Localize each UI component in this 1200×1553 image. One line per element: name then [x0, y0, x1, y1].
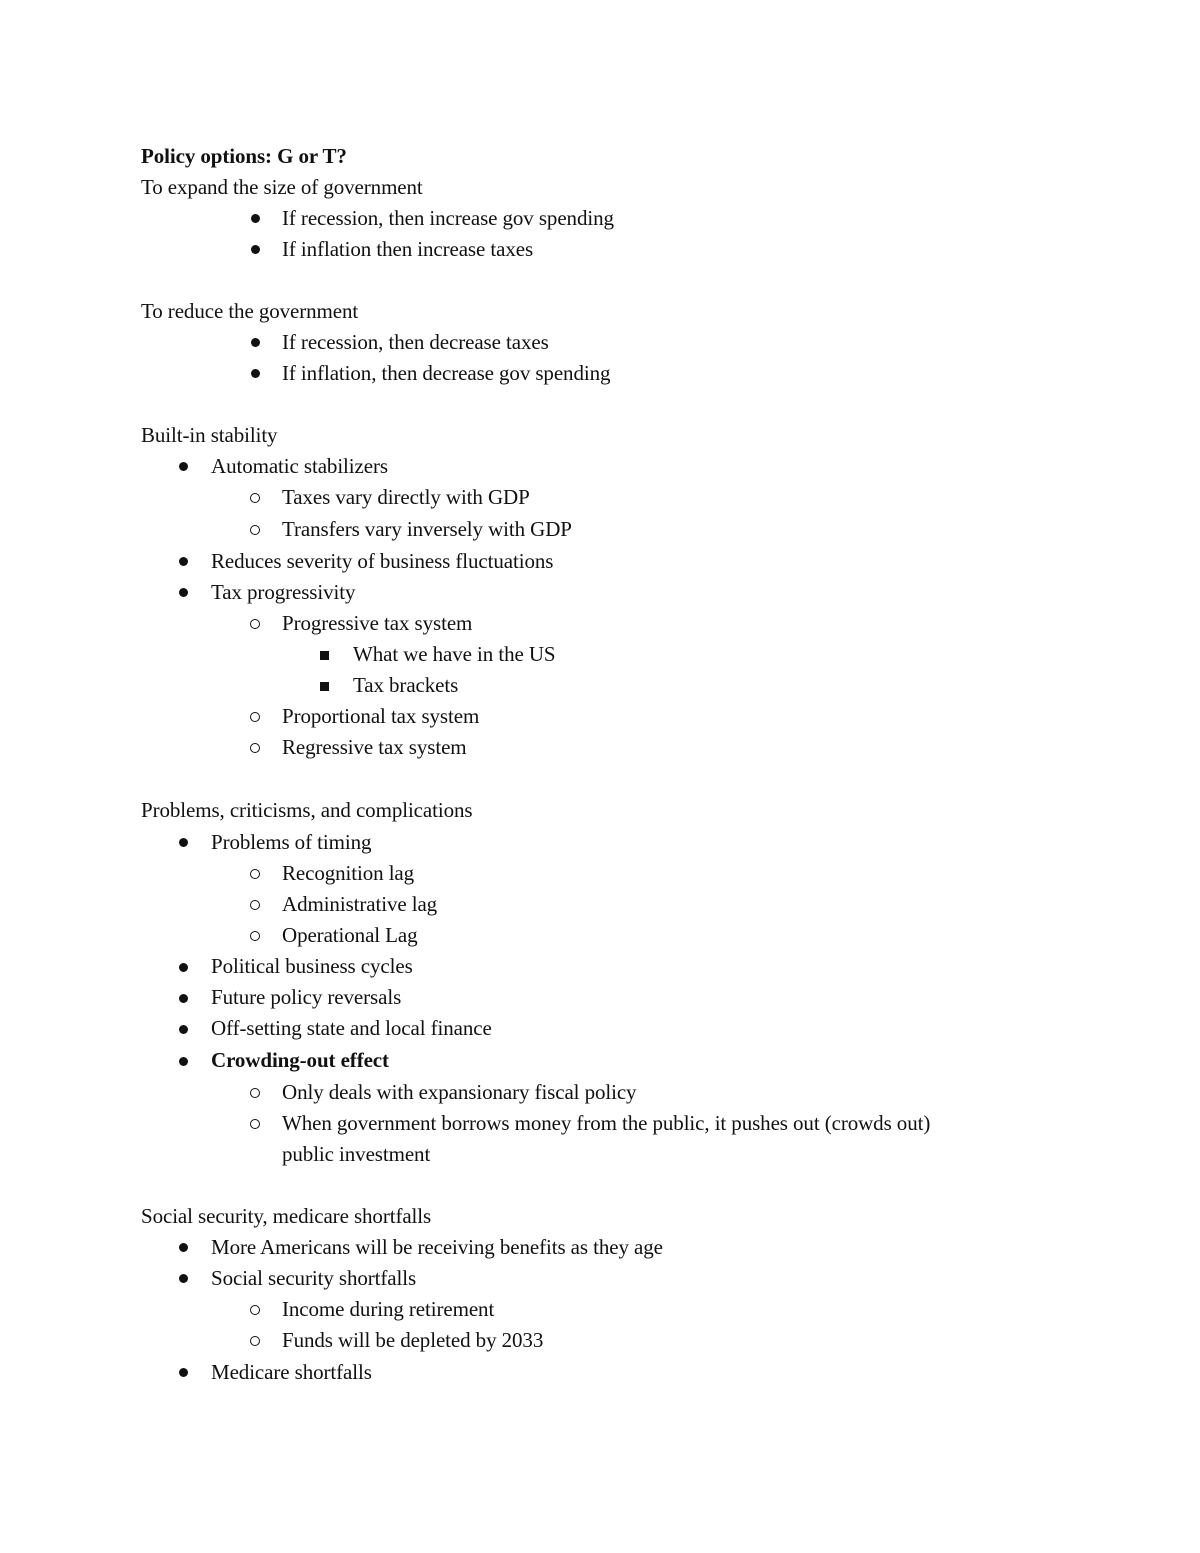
- bullet-square-icon: [320, 651, 329, 660]
- bullet-disc-icon: [251, 369, 260, 378]
- list-item: Future policy reversals: [211, 985, 402, 1009]
- list-item: Only deals with expansionary fiscal policy: [282, 1080, 637, 1104]
- list-item: Problems of timing: [211, 830, 372, 854]
- list-item: Medicare shortfalls: [211, 1360, 372, 1384]
- list-item: What we have in the US: [353, 642, 556, 666]
- list-item: Administrative lag: [282, 892, 438, 916]
- section-heading-reduce: To reduce the government: [141, 299, 359, 323]
- bullet-circle-icon: [250, 493, 260, 503]
- list-item: Funds will be depleted by 2033: [282, 1328, 544, 1352]
- bullet-disc-icon: [179, 588, 188, 597]
- bullet-circle-icon: [250, 931, 260, 941]
- list-item: Automatic stabilizers: [211, 454, 388, 478]
- bullet-disc-icon: [251, 245, 260, 254]
- list-item: Tax progressivity: [211, 580, 356, 604]
- bullet-disc-icon: [179, 1057, 188, 1066]
- bullet-disc-icon: [179, 963, 188, 972]
- list-item: Recognition lag: [282, 861, 415, 885]
- list-item: Social security shortfalls: [211, 1266, 417, 1290]
- bullet-circle-icon: [250, 900, 260, 910]
- bullet-disc-icon: [179, 1025, 188, 1034]
- document-title: Policy options: G or T?: [141, 144, 347, 168]
- bullet-circle-icon: [250, 1088, 260, 1098]
- bullet-disc-icon: [251, 338, 260, 347]
- bullet-circle-icon: [250, 1305, 260, 1315]
- list-item: If inflation then increase taxes: [282, 237, 534, 261]
- list-item: Tax brackets: [353, 673, 459, 697]
- bullet-disc-icon: [179, 462, 188, 471]
- bullet-disc-icon: [179, 994, 188, 1003]
- bullet-disc-icon: [179, 1243, 188, 1252]
- list-item: If recession, then increase gov spending: [282, 206, 614, 230]
- section-heading-expand: To expand the size of government: [141, 175, 423, 199]
- list-item: If inflation, then decrease gov spending: [282, 361, 611, 385]
- bullet-disc-icon: [179, 1274, 188, 1283]
- bullet-circle-icon: [250, 743, 260, 753]
- bullet-circle-icon: [250, 869, 260, 879]
- bullet-circle-icon: [250, 712, 260, 722]
- bullet-disc-icon: [179, 1368, 188, 1377]
- list-item: Progressive tax system: [282, 611, 473, 635]
- list-item: Regressive tax system: [282, 735, 467, 759]
- list-item: Taxes vary directly with GDP: [282, 485, 530, 509]
- bullet-circle-icon: [250, 619, 260, 629]
- section-heading-problems: Problems, criticisms, and complications: [141, 798, 473, 822]
- section-heading-stability: Built-in stability: [141, 423, 278, 447]
- bullet-disc-icon: [251, 214, 260, 223]
- list-item: Transfers vary inversely with GDP: [282, 517, 572, 541]
- bullet-square-icon: [320, 682, 329, 691]
- list-item: If recession, then decrease taxes: [282, 330, 549, 354]
- list-item: Operational Lag: [282, 923, 418, 947]
- section-heading-social: Social security, medicare shortfalls: [141, 1204, 432, 1228]
- list-item: More Americans will be receiving benefits as they age: [211, 1235, 663, 1259]
- bullet-circle-icon: [250, 525, 260, 535]
- bullet-circle-icon: [250, 1119, 260, 1129]
- list-item: Off-setting state and local finance: [211, 1016, 492, 1040]
- list-item: Reduces severity of business fluctuations: [211, 549, 554, 573]
- bullet-circle-icon: [250, 1336, 260, 1346]
- list-item: When government borrows money from the public, it pushes out (crowds out): [282, 1111, 931, 1135]
- bullet-disc-icon: [179, 838, 188, 847]
- list-item-emphasis: Crowding-out effect: [211, 1048, 389, 1072]
- list-item: Proportional tax system: [282, 704, 480, 728]
- list-item: Income during retirement: [282, 1297, 495, 1321]
- list-item-continuation: public investment: [282, 1142, 431, 1166]
- list-item: Political business cycles: [211, 954, 413, 978]
- bullet-disc-icon: [179, 557, 188, 566]
